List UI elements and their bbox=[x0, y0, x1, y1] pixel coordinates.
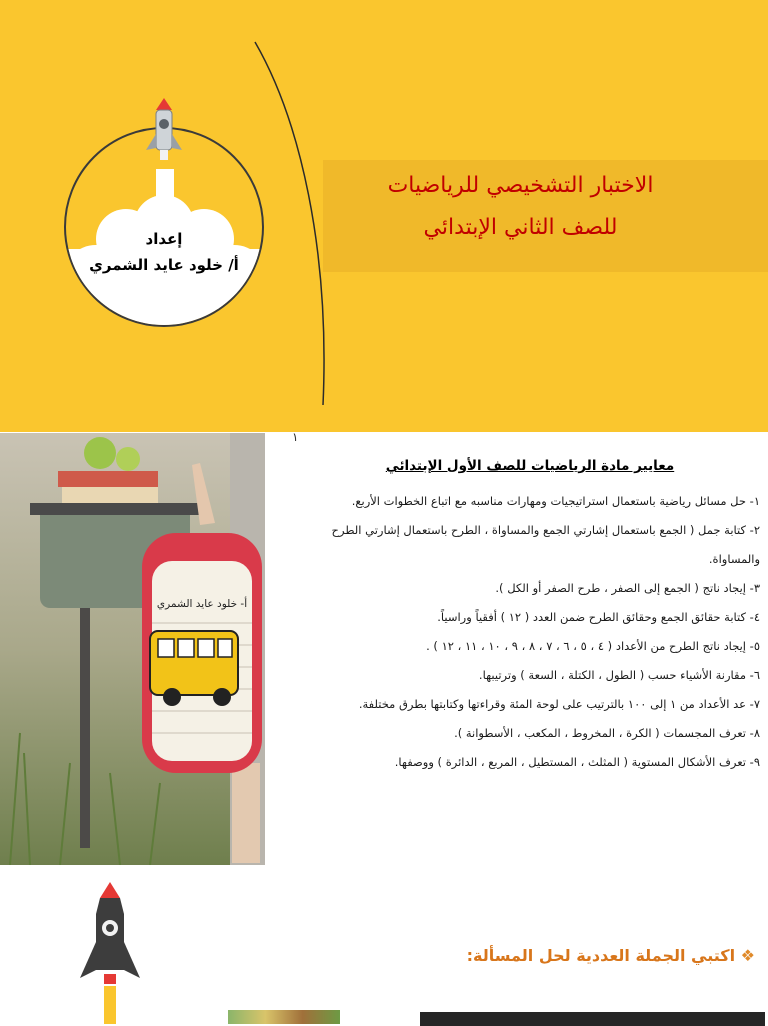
thumbnail-image bbox=[228, 1010, 340, 1024]
standard-item: ٧- عد الأعداد من ١ إلى ١٠٠ بالترتيب على لوحة المئة وقراءتها وكتابتها بطرق مختلفة. bbox=[358, 697, 760, 711]
standard-item: ٨- تعرف المجسمات ( الكرة ، المخروط ، المكعب ، الأسطوانة ). bbox=[454, 726, 760, 740]
cover-page bbox=[0, 0, 768, 432]
standards-section bbox=[300, 452, 760, 777]
question-heading bbox=[440, 946, 755, 965]
backpack-photo bbox=[0, 433, 265, 865]
title-line-1: الاختبار التشخيصي للرياضيات bbox=[387, 173, 654, 198]
backpack-label: أ- خلود عايد الشمري bbox=[156, 598, 248, 610]
author-block bbox=[64, 226, 264, 278]
standard-item: ٢- كتابة جمل ( الجمع باستعمال إشارتي الجمع والمساواة ، الطرح باستعمال إشارتي الطرح والمساواة. bbox=[331, 523, 760, 566]
school-photo-illustration bbox=[0, 433, 265, 865]
apple-icon bbox=[84, 437, 116, 469]
standard-item: ٩- تعرف الأشكال المستوية ( المثلث ، المستطيل ، المربع ، الدائرة ) ووصفها. bbox=[394, 755, 760, 769]
corner-mark: ١ bbox=[292, 430, 299, 444]
standards-heading: معايير مادة الرياضيات للصف الأول الإبتدائي bbox=[385, 458, 675, 474]
diamond-bullet-icon: ❖ bbox=[740, 946, 755, 965]
school-bus-icon bbox=[150, 631, 238, 706]
books-icon bbox=[58, 471, 158, 487]
standard-item: ٥- إيجاد ناتج الطرح من الأعداد ( ٤ ، ٥ ، ٦ ، ٧ ، ٨ ، ٩ ، ١٠ ، ١١ ، ١٢ ) . bbox=[426, 639, 760, 653]
rocket-icon-large bbox=[70, 878, 150, 1024]
rocket-icon bbox=[140, 96, 188, 176]
prepared-by-label: إعداد bbox=[145, 230, 183, 248]
title-line-2: للصف الثاني الإبتدائي bbox=[423, 215, 618, 240]
author-name: أ/ خلود عايد الشمري bbox=[89, 256, 239, 274]
standard-item: ٤- كتابة حقائق الجمع وحقائق الطرح ضمن العدد ( ١٢ ) أفقياً وراسياً. bbox=[437, 610, 760, 624]
standard-item: ١- حل مسائل رياضية باستعمال استراتيجيات ومهارات مناسبه مع اتباع الخطوات الأربع. bbox=[351, 494, 760, 508]
standard-item: ٦- مقارنة الأشياء حسب ( الطول ، الكتلة ، السعة ) وترتيبها. bbox=[478, 668, 760, 682]
question-heading-text: اكتبي الجملة العددية لحل المسألة: bbox=[466, 946, 736, 965]
title-box bbox=[323, 160, 768, 272]
standard-item: ٣- إيجاد ناتج ( الجمع إلى الصفر ، طرح الصفر أو الكل ). bbox=[495, 581, 760, 595]
